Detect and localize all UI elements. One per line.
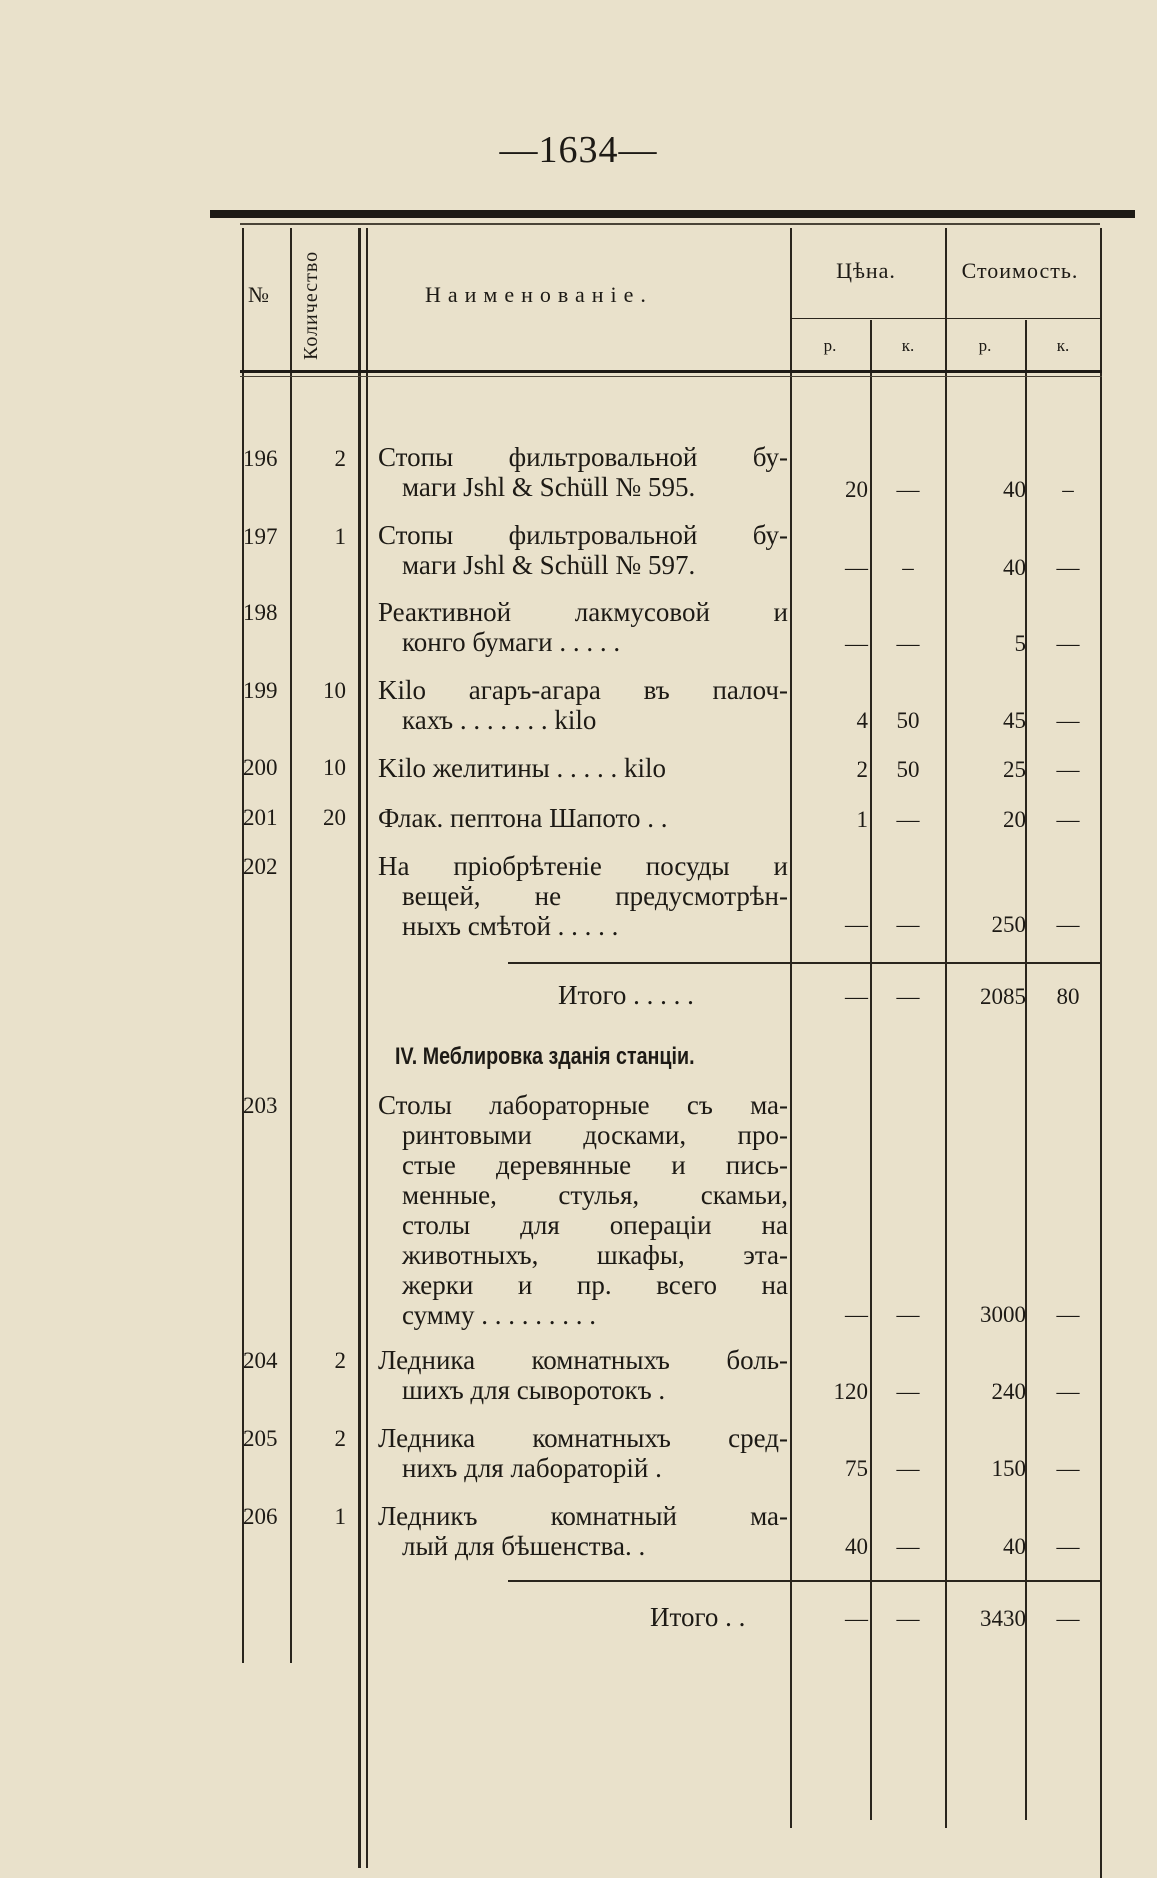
col-line-cost-mid	[1025, 320, 1027, 1820]
header-price-rub: р.	[823, 336, 837, 355]
page-number: —1634—	[499, 129, 658, 171]
col-line-qty	[358, 228, 361, 1868]
total-rule	[508, 962, 1100, 964]
header-cost-kop: к.	[1056, 336, 1070, 355]
hdr-rule2	[240, 376, 1102, 377]
total-rule	[508, 1580, 1100, 1582]
col-line-cost-left	[945, 228, 947, 1828]
col-line-pr-left	[790, 228, 792, 1828]
header-price-kop: к.	[901, 336, 915, 355]
header-num: №	[248, 282, 269, 307]
header-cost-rub: р.	[978, 336, 992, 355]
hdr-rule	[240, 370, 1102, 373]
hdr-sub-line	[790, 318, 1100, 319]
col-line-name	[366, 228, 368, 1868]
top-rule-thin	[240, 223, 1100, 225]
header-qty: Количество	[300, 250, 322, 360]
col-line-pr-mid	[870, 320, 872, 1820]
header-name: Наименованіе.	[425, 282, 653, 307]
header-price: Цѣна.	[836, 258, 896, 283]
top-rule	[210, 210, 1135, 218]
section-title: IV. Меблировка зданія станціи.	[395, 1043, 695, 1070]
header-cost: Стоимость.	[961, 258, 1079, 283]
